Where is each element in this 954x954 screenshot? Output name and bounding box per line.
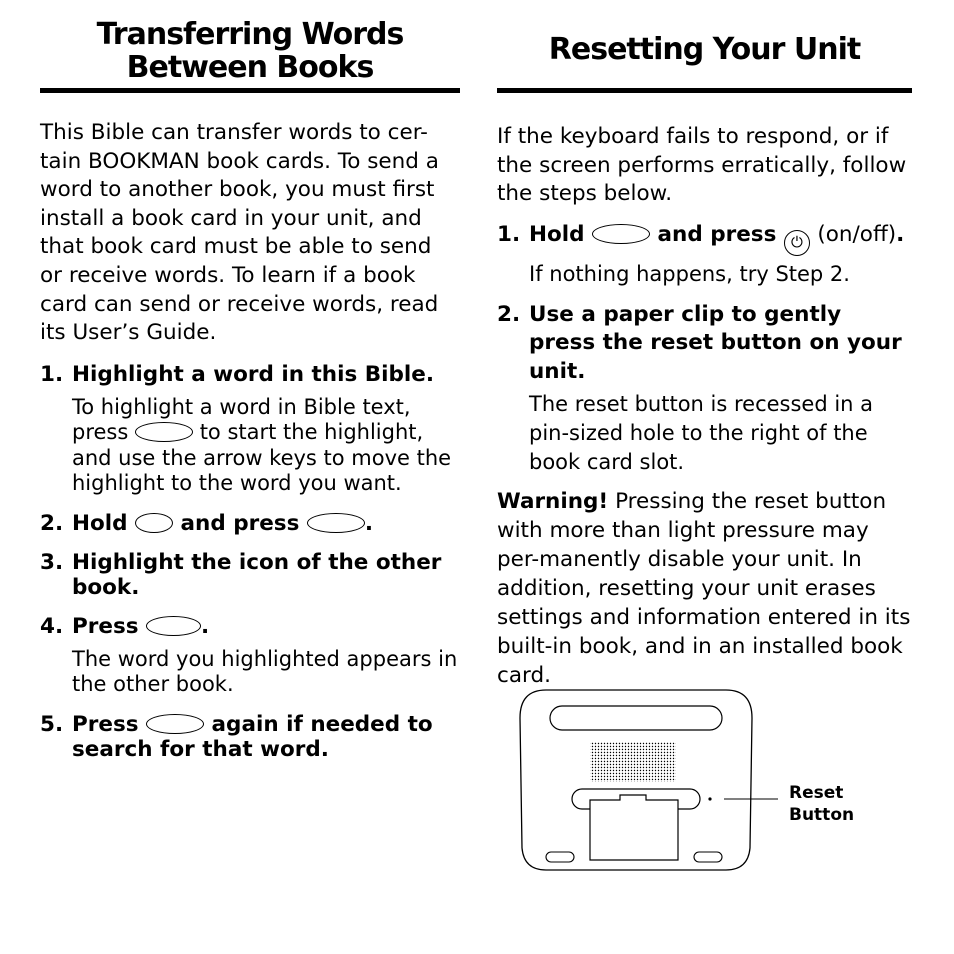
step-number: 2. xyxy=(40,510,64,536)
key-icon xyxy=(307,513,365,533)
screen-slot xyxy=(550,706,722,730)
left-step-5 xyxy=(40,712,460,762)
step-number: 2. xyxy=(497,301,521,327)
step-text: (on/off) xyxy=(817,221,897,247)
right-step-1: 1. Hold and press ⏻ (on/off). xyxy=(497,221,912,256)
reset-label-line1: Reset xyxy=(789,783,844,803)
warning-label: Warning! xyxy=(497,489,609,514)
step-number: 5. xyxy=(40,711,64,737)
power-icon: ⏻ xyxy=(784,230,810,256)
step-text: and press xyxy=(180,510,300,536)
left-intro: This Bible can transfer words to cer-tain BOOKMAN book cards. To send a word to another book, you must first install a book card in your unit, and that book card must be able to send or receive words. To learn if a book card can send or receive words, read its User’s Guide. xyxy=(40,120,439,346)
key-icon xyxy=(135,422,193,442)
speaker-grille xyxy=(590,742,676,782)
warning-text: Pressing the reset button with more than light pressure may per-manently disable your unit. In addition, resetting your unit erases settings and information entered in its built-in book, and in an installed book card. xyxy=(497,489,911,688)
step-number: 1. xyxy=(40,361,64,387)
step-text: again if needed to search for that word. xyxy=(72,711,433,762)
step-text: Press xyxy=(72,613,139,639)
key-icon xyxy=(592,224,650,244)
left-title xyxy=(40,18,460,86)
foot-left xyxy=(546,852,574,862)
right-step-2 xyxy=(497,301,912,387)
step-number: 1. xyxy=(497,221,521,247)
left-title-line2: Between Books xyxy=(126,50,374,85)
step-text: . xyxy=(201,613,210,639)
right-title: Resetting Your Unit xyxy=(548,32,861,67)
left-column xyxy=(40,18,460,762)
key-icon xyxy=(146,714,204,734)
step-text: Press xyxy=(72,711,139,737)
left-title-rule xyxy=(40,88,460,93)
reset-leader-ext xyxy=(724,796,780,802)
left-step-4 xyxy=(40,614,460,639)
warning-paragraph xyxy=(497,487,912,690)
left-step-4-body: The word you highlighted appears in the other book. xyxy=(72,646,458,697)
step-text: Use a paper clip to gently press the reset button on your unit. xyxy=(529,301,902,384)
step-text: . xyxy=(364,510,374,536)
left-title-line1: Transferring Words xyxy=(96,17,404,52)
right-column xyxy=(497,18,912,712)
step-text: Hold xyxy=(529,221,585,247)
step-text: and press xyxy=(657,221,777,247)
left-step-1 xyxy=(40,362,460,387)
step-text: Hold xyxy=(72,510,128,536)
right-step-1-body: If nothing happens, try Step 2. xyxy=(529,261,850,286)
foot-right xyxy=(694,852,722,862)
step-number: 3. xyxy=(40,549,64,575)
right-step-2-body: The reset button is recessed in a pin-sized hole to the right of the book card slot. xyxy=(529,392,874,474)
body-text: To highlight a word in Bible text, press xyxy=(72,394,411,445)
key-icon xyxy=(135,513,173,533)
step-text: Highlight the icon of the other book. xyxy=(72,549,442,600)
reset-label-line2: Button xyxy=(789,805,855,825)
left-step-3 xyxy=(40,550,460,600)
left-step-1-body xyxy=(40,395,460,497)
right-intro: If the keyboard fails to respond, or if the screen performs erratically, follow the steps below. xyxy=(497,124,907,206)
book-card xyxy=(590,795,678,860)
right-title-rule xyxy=(497,88,912,93)
left-step-2 xyxy=(40,511,460,536)
reset-hole xyxy=(708,797,711,800)
step-number: 4. xyxy=(40,613,64,639)
reset-button-label xyxy=(789,782,854,826)
step-text: Highlight a word in this Bible. xyxy=(72,361,435,387)
key-icon xyxy=(146,616,201,636)
device-illustration xyxy=(516,688,756,874)
body-text: to start the highlight, and use the arrow keys to move the highlight to the word you want. xyxy=(72,420,452,496)
